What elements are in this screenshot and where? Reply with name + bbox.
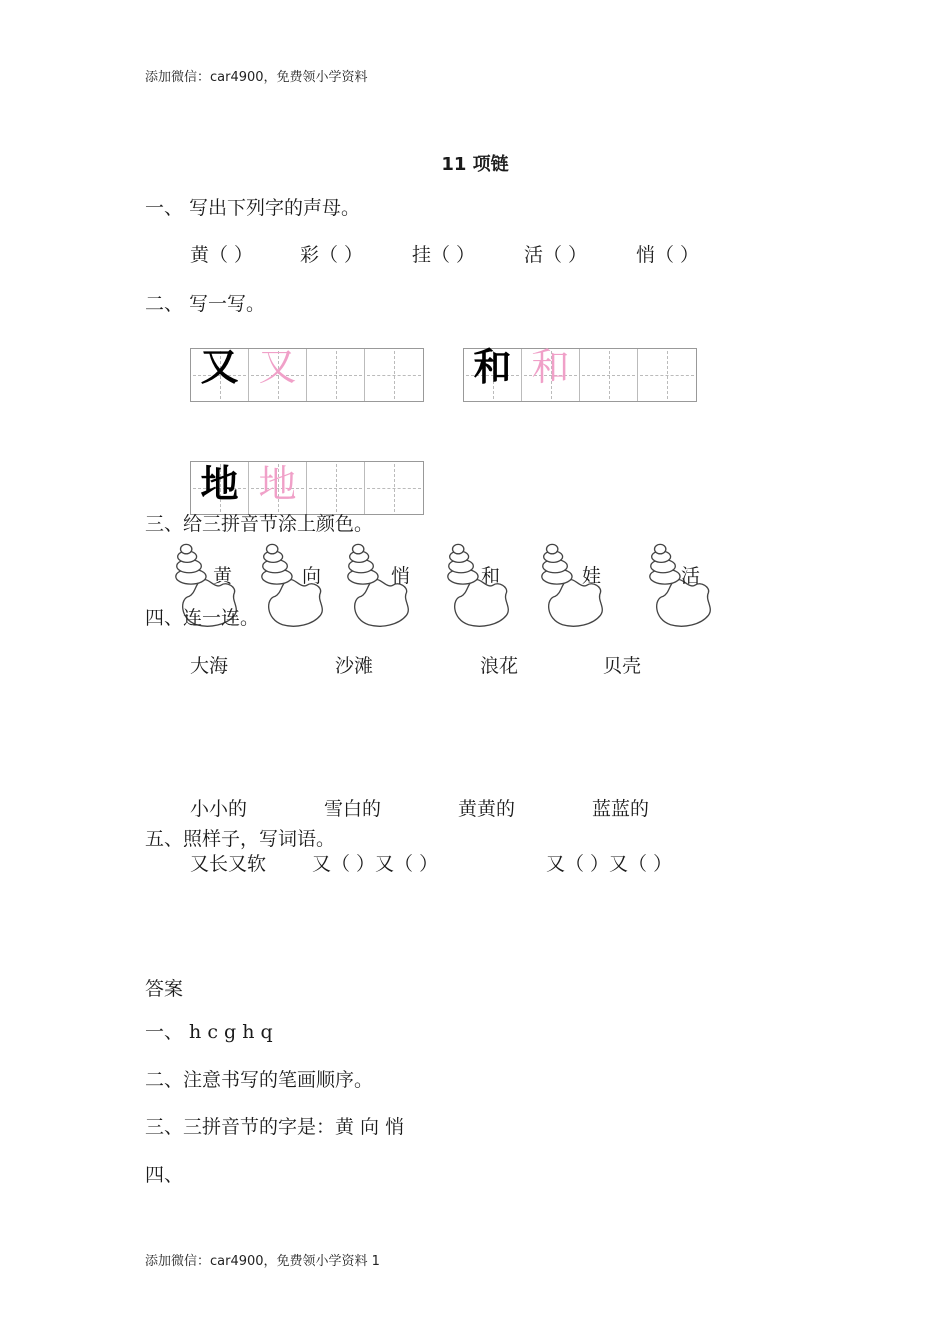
shell-label: 向 bbox=[302, 565, 322, 587]
q1-item: 黄（ ） bbox=[190, 244, 254, 266]
q2-label: 二、 写一写。 bbox=[145, 293, 266, 315]
shell-icon[interactable] bbox=[444, 540, 514, 632]
q1-item: 彩（ ） bbox=[300, 244, 364, 266]
q3-label: 三、给三拼音节涂上颜色。 bbox=[145, 513, 374, 535]
match-top-item[interactable]: 浪花 bbox=[480, 655, 519, 677]
match-bottom-item[interactable]: 蓝蓝的 bbox=[592, 798, 650, 820]
trace-char: 和 bbox=[531, 345, 570, 389]
writing-grid-he bbox=[463, 344, 697, 402]
answer-1: 一、 h c g h q bbox=[145, 1021, 273, 1043]
q4-label: 四、连一连。 bbox=[145, 607, 260, 629]
answer-4: 四、 bbox=[145, 1164, 184, 1186]
writing-grid-di bbox=[190, 461, 424, 515]
shell-label: 活 bbox=[681, 565, 701, 587]
page-footer: 添加微信：car4900，免费领小学资料 1 bbox=[145, 1254, 380, 1269]
answers-heading: 答案 bbox=[145, 978, 184, 1000]
match-top-item[interactable]: 贝壳 bbox=[603, 655, 642, 677]
q1-item: 挂（ ） bbox=[412, 244, 476, 266]
page-header: 添加微信：car4900，免费领小学资料 bbox=[145, 70, 368, 85]
model-char: 地 bbox=[200, 461, 239, 506]
q1-item: 悄（ ） bbox=[636, 244, 700, 266]
model-char: 和 bbox=[473, 344, 512, 389]
match-top-item[interactable]: 沙滩 bbox=[335, 655, 374, 677]
writing-grid-you bbox=[190, 344, 424, 402]
answer-3: 三、三拼音节的字是：黄 向 悄 bbox=[145, 1116, 405, 1138]
q5-blank[interactable]: 又（ ）又（ ） bbox=[546, 853, 673, 875]
shell-label: 和 bbox=[481, 565, 501, 587]
q5-blank[interactable]: 又（ ）又（ ） bbox=[312, 853, 439, 875]
q1-label: 一、 写出下列字的声母。 bbox=[145, 197, 361, 219]
trace-char: 又 bbox=[258, 345, 297, 389]
shell-label: 娃 bbox=[582, 565, 602, 587]
match-top-item[interactable]: 大海 bbox=[190, 655, 229, 677]
match-bottom-item[interactable]: 小小的 bbox=[190, 798, 248, 820]
q5-label: 五、照样子，写词语。 bbox=[145, 828, 336, 850]
page-title: 11 项链 bbox=[441, 154, 509, 175]
shell-label: 悄 bbox=[391, 565, 411, 587]
shell-label: 黄 bbox=[213, 565, 233, 587]
match-bottom-item[interactable]: 黄黄的 bbox=[458, 798, 516, 820]
q5-example: 又长又软 bbox=[190, 853, 267, 875]
answer-2: 二、注意书写的笔画顺序。 bbox=[145, 1069, 374, 1091]
q1-item: 活（ ） bbox=[524, 244, 588, 266]
match-bottom-item[interactable]: 雪白的 bbox=[324, 798, 382, 820]
trace-char: 地 bbox=[258, 462, 297, 506]
model-char: 又 bbox=[200, 344, 239, 389]
